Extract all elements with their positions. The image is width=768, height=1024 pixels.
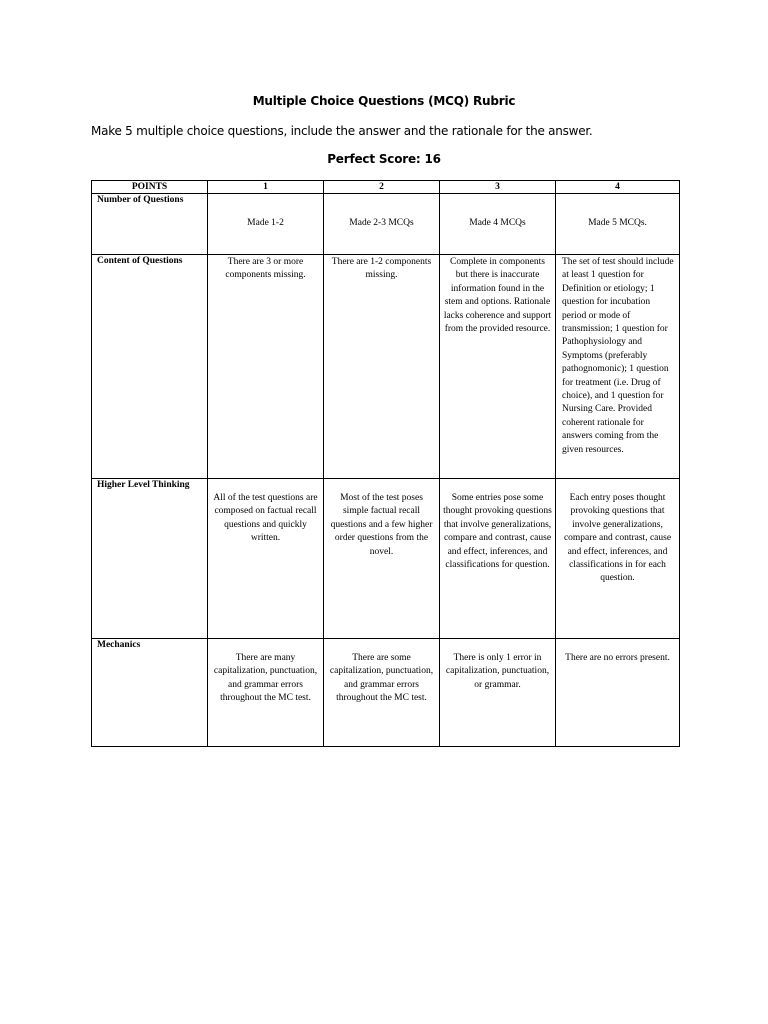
table-row (92, 639, 680, 747)
rubric-cell: Made 1-2 (208, 194, 324, 255)
rubric-cell: Made 4 MCQs (440, 194, 556, 255)
table-header-row (92, 181, 680, 194)
rubric-cell: Most of the test poses simple factual recall questions and a few higher order questions from the novel. (324, 479, 440, 639)
rubric-cell: All of the test questions are composed on factual recall questions and quickly written. (208, 479, 324, 639)
criterion-label: Higher Level Thinking (92, 479, 208, 639)
criterion-label: Content of Questions (92, 255, 208, 479)
table-row (92, 479, 680, 639)
header-1: 1 (208, 181, 324, 194)
table-row (92, 255, 680, 479)
rubric-table (91, 180, 680, 747)
rubric-cell: Made 2-3 MCQs (324, 194, 440, 255)
header-2: 2 (324, 181, 440, 194)
rubric-cell: There are some capitalization, punctuation, and grammar errors throughout the MC test. (324, 639, 440, 747)
rubric-cell: Each entry poses thought provoking questions that involve generalizations, compare and contrast, cause and effect, inferences, and classifications in for each question. (556, 479, 680, 639)
rubric-cell: The set of test should include at least 1 question for Definition or etiology; 1 question for incubation period or mode of transmission; 1 question for Pathophysiology and Symptoms (preferably pathognomonic); 1 question for treatment (i.e. Drug of choice), and 1 question for Nursing Care. Provided coherent rationale for answers coming from the given resources. (556, 255, 680, 479)
rubric-cell: Some entries pose some thought provoking questions that involve generalizations, compare and contrast, cause and effect, inferences, and classifications for question. (440, 479, 556, 639)
rubric-cell: There are no errors present. (556, 639, 680, 747)
rubric-cell: There are 3 or more components missing. (208, 255, 324, 479)
rubric-cell: Made 5 MCQs. (556, 194, 680, 255)
rubric-cell: There are many capitalization, punctuation, and grammar errors throughout the MC test. (208, 639, 324, 747)
table-row (92, 194, 680, 255)
criterion-label: Mechanics (92, 639, 208, 747)
rubric-cell: Complete in components but there is inaccurate information found in the stem and options. Rationale lacks coherence and support from the provided resource. (440, 255, 556, 479)
header-3: 3 (440, 181, 556, 194)
header-points: POINTS (92, 181, 208, 194)
criterion-label: Number of Questions (92, 194, 208, 255)
header-4: 4 (556, 181, 680, 194)
perfect-score: Perfect Score: 16 (327, 152, 441, 166)
rubric-cell: There are 1-2 components missing. (324, 255, 440, 479)
document-title: Multiple Choice Questions (MCQ) Rubric (252, 94, 516, 108)
instructions-text: Make 5 multiple choice questions, include the answer and the rationale for the answer. (91, 124, 593, 138)
rubric-cell: There is only 1 error in capitalization, punctuation, or grammar. (440, 639, 556, 747)
